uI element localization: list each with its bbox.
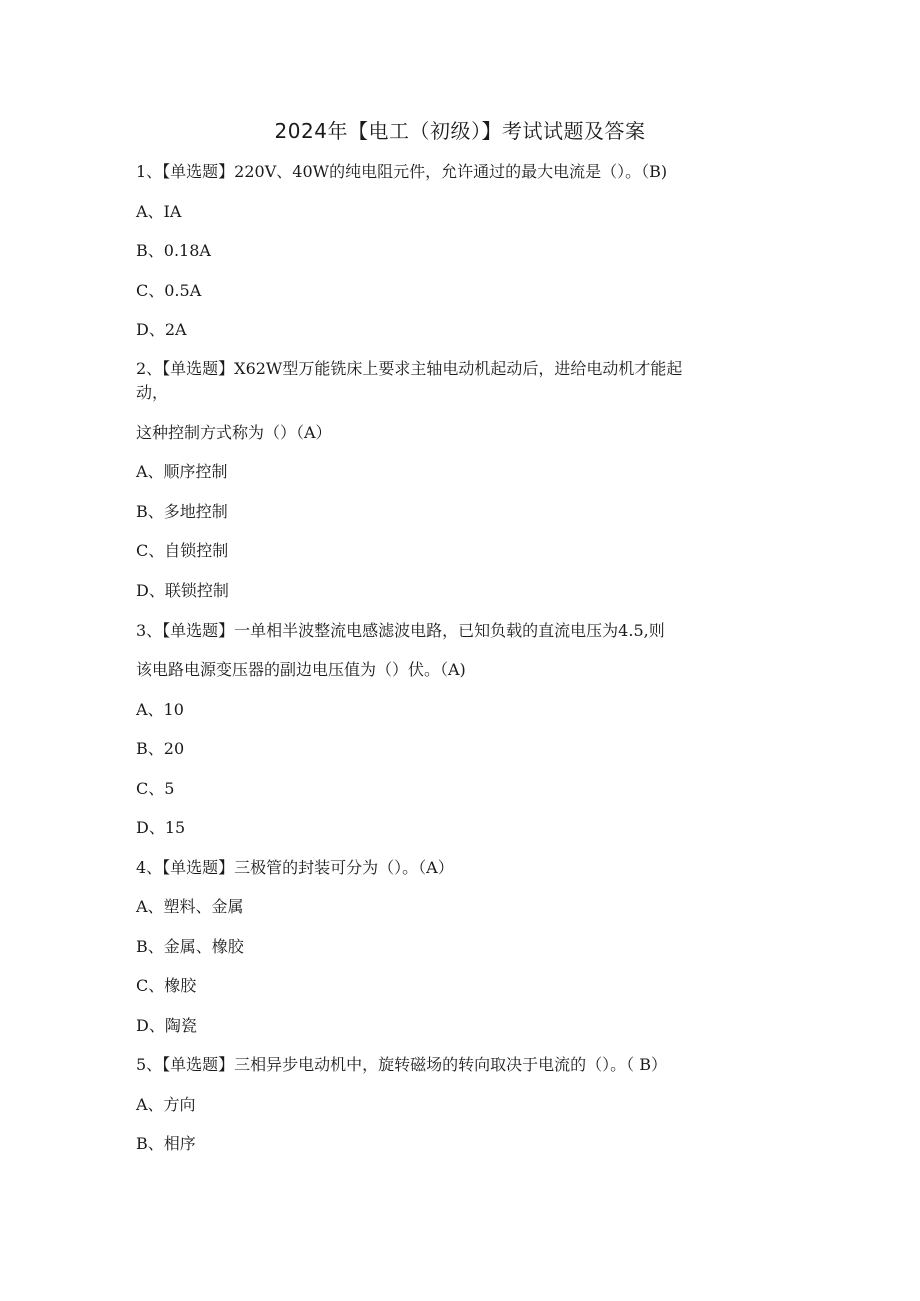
question-2-option-c: C、自锁控制 (136, 541, 229, 560)
question-2-option-b: B、多地控制 (136, 502, 228, 521)
question-2-stem-line3: 这种控制方式称为（）（A） (136, 423, 332, 442)
question-3-stem-line1: 3、【单选题】一单相半波整流电感滤波电路，已知负载的直流电压为4.5,则 (136, 621, 665, 640)
question-1-option-d: D、2A (136, 320, 187, 339)
question-2-stem-line2: 动， (136, 383, 169, 402)
question-3-option-d: D、15 (136, 818, 186, 837)
question-1-option-b: B、0.18A (136, 241, 211, 260)
question-4-option-c: C、橡胶 (136, 976, 197, 995)
question-4-option-a: A、塑料、金属 (136, 897, 244, 916)
question-3-option-b: B、20 (136, 739, 185, 758)
question-3-option-c: C、5 (136, 779, 175, 798)
question-4-option-b: B、金属、橡胶 (136, 937, 244, 956)
question-3-stem-line2: 该电路电源变压器的副边电压值为（）伏。（A) (136, 660, 466, 679)
question-1-option-c: C、0.5A (136, 281, 202, 300)
question-1-stem: 1、【单选题】220V、40W的纯电阻元件，允许通过的最大电流是（）。（B) (136, 162, 668, 181)
question-5-option-b: B、相序 (136, 1134, 196, 1153)
document-title: 2024年【电工（初级）】考试试题及答案 (274, 119, 646, 143)
question-2-stem-line1: 2、【单选题】X62W型万能铣床上要求主轴电动机起动后，进给电动机才能起 (136, 359, 683, 378)
question-2-option-a: A、顺序控制 (136, 462, 228, 481)
question-3-option-a: A、10 (136, 700, 184, 719)
question-1-option-a: A、IA (136, 202, 182, 221)
question-4-stem: 4、【单选题】三极管的封装可分为（）。（A） (136, 858, 454, 877)
question-4-option-d: D、陶瓷 (136, 1016, 197, 1035)
question-5-option-a: A、方向 (136, 1095, 196, 1114)
question-5-stem: 5、【单选题】三相异步电动机中，旋转磁场的转向取决于电流的（）。（ B） (136, 1055, 668, 1074)
question-2-option-d: D、联锁控制 (136, 581, 229, 600)
